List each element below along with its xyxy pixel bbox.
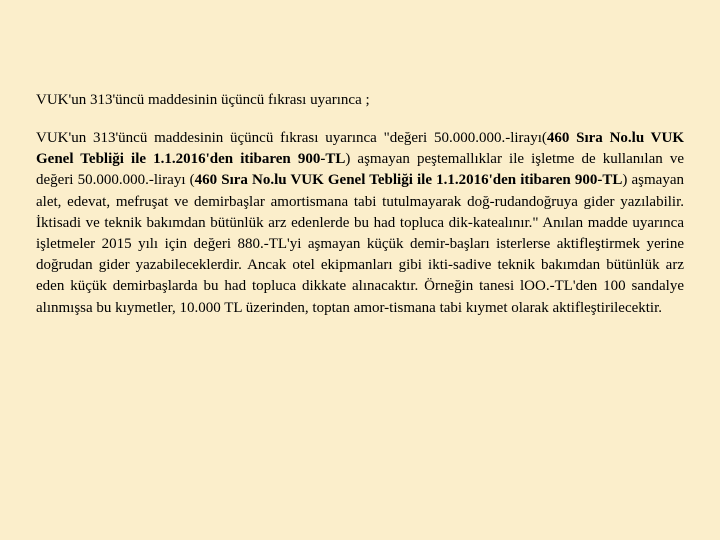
paragraph-text-3: ) aşmayan alet, edevat, mefruşat ve demirbaşlar amortismana tabi tutulmayarak doğ-rudandoğruya gider yazılabilir. İktisadi ve teknik bakımdan bütünlük arz edenlerde bu had topluca dik-katealınır." Anılan madde uyarınca işletmeler 2015 yılı için değeri 880.-TL'yi aşmayan küçük demir-başları isterlerse aktifleştirmek yerine doğrudan gider yazabileceklerdir. Ancak otel ekipmanları gibi ikti-sadive teknik bakımdan bütünlük arz eden küçük demirbaşlarda bu had topluca dikkate alınacaktır. Örneğin tanesi lOO.-TL'den 100 sandalye alınmışsa bu kıymetler, 10.000 TL üzerinden, toptan amor-tismana tabi kıymet olarak aktifleştirilecektir. [36,172,684,316]
document-page [36,0,684,540]
paragraph-bold-2: 460 Sıra No.lu VUK Genel Tebliği ile 1.1.2016'den itibaren 900-TL [194,172,623,189]
heading-text: VUK'un 313'üncü maddesinin üçüncü fıkrası uyarınca ; [36,92,370,108]
paragraph-text-1: VUK'un 313'üncü maddesinin üçüncü fıkrası uyarınca "değeri 50.000.000.-lirayı( [36,130,547,146]
body-paragraph [36,128,684,319]
paragraph-text-2: ) aşmayan peştemallıklar ile işletme de kullanılan ve değeri 50.000.000.-lirayı ( [36,151,684,189]
paragraph-bold-1: 460 Sıra No.lu VUK Genel Tebliği ile 1.1.2016'den itibaren 900-TL [36,130,685,168]
